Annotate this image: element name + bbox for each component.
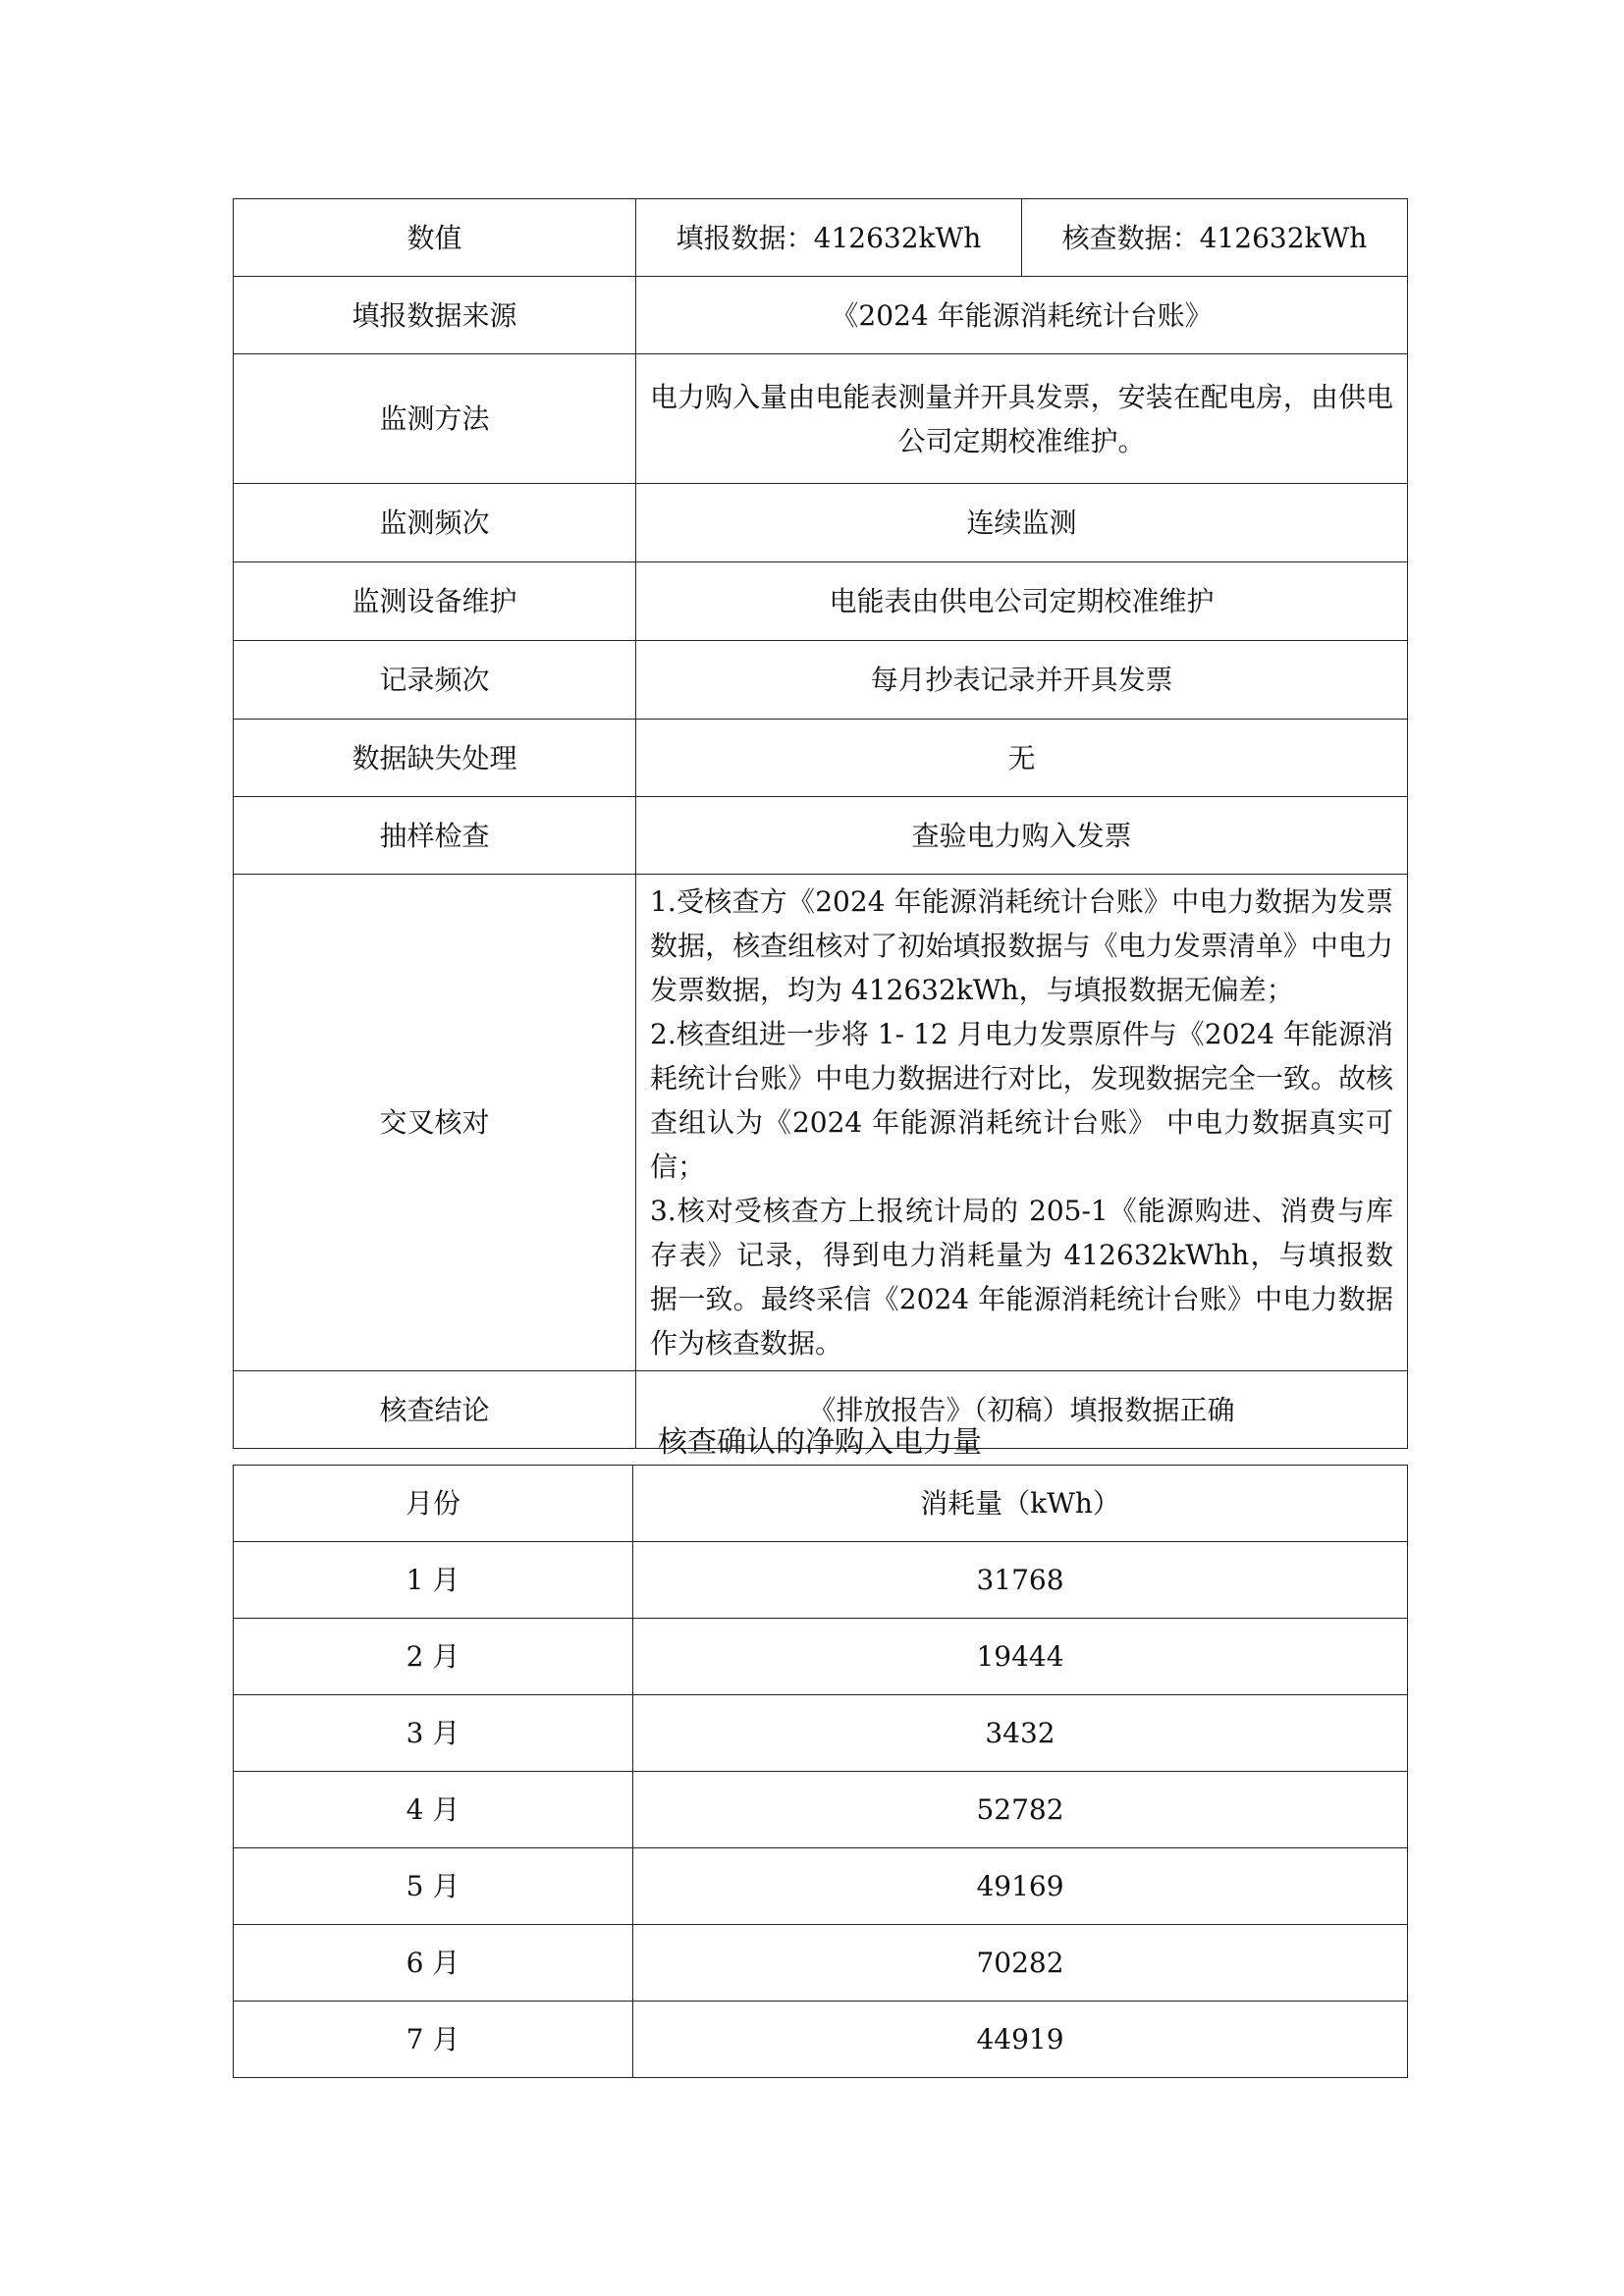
row-label: 监测方法 (234, 354, 636, 484)
table-row (234, 199, 1408, 277)
row-value: 连续监测 (636, 484, 1408, 562)
consumption-cell: 52782 (633, 1772, 1408, 1848)
table-row (234, 797, 1408, 875)
table-row (234, 277, 1408, 354)
row-label: 交叉核对 (234, 875, 636, 1371)
cross-check-cell (636, 875, 1408, 1371)
verified-value: 核查数据：412632kWh (1022, 199, 1408, 277)
table-row (234, 1925, 1408, 2002)
month-cell: 7 月 (234, 2002, 633, 2078)
cross-check-paragraph: 1.受核查方《2024 年能源消耗统计台账》中电力数据为发票数据，核查组核对了初始填报数据与《电力发票清单》中电力发票数据，均为 412632kWh，与填报数据无偏差； (650, 885, 1393, 1006)
monthly-consumption-table (233, 1465, 1408, 2078)
row-label: 数值 (234, 199, 636, 277)
table-row (234, 1619, 1408, 1695)
row-value: 电力购入量由电能表测量并开具发票，安装在配电房，由供电公司定期校准维护。 (636, 354, 1408, 484)
consumption-cell: 19444 (633, 1619, 1408, 1695)
table-row (234, 1542, 1408, 1619)
row-value: 《2024 年能源消耗统计台账》 (636, 277, 1408, 354)
month-cell: 2 月 (234, 1619, 633, 1695)
month-cell: 3 月 (234, 1695, 633, 1772)
month-cell: 4 月 (234, 1772, 633, 1848)
row-label: 监测频次 (234, 484, 636, 562)
table-row (234, 1695, 1408, 1772)
row-value: 电能表由供电公司定期校准维护 (636, 562, 1408, 641)
consumption-cell: 49169 (633, 1848, 1408, 1925)
table-header-row (234, 1466, 1408, 1542)
row-label: 填报数据来源 (234, 277, 636, 354)
row-value: 《排放报告》（初稿）填报数据正确 (636, 1371, 1408, 1449)
month-cell: 6 月 (234, 1925, 633, 2002)
table-row (234, 562, 1408, 641)
row-value: 每月抄表记录并开具发票 (636, 641, 1408, 720)
consumption-cell: 44919 (633, 2002, 1408, 2078)
table-row (234, 720, 1408, 797)
verification-table (233, 198, 1408, 1449)
table-row (234, 354, 1408, 484)
table-row (234, 875, 1408, 1371)
consumption-cell: 70282 (633, 1925, 1408, 2002)
table-row (234, 484, 1408, 562)
row-label: 核查结论 (234, 1371, 636, 1449)
consumption-header: 消耗量（kWh） (633, 1466, 1408, 1542)
row-label: 监测设备维护 (234, 562, 636, 641)
month-cell: 5 月 (234, 1848, 633, 1925)
row-label: 抽样检查 (234, 797, 636, 875)
month-header: 月份 (234, 1466, 633, 1542)
row-label: 记录频次 (234, 641, 636, 720)
row-value: 无 (636, 720, 1408, 797)
table-row (234, 1772, 1408, 1848)
consumption-cell: 3432 (633, 1695, 1408, 1772)
table-row (234, 641, 1408, 720)
cross-check-paragraph: 2.核查组进一步将 1- 12 月电力发票原件与《2024 年能源消耗统计台账》中电力数据进行对比，发现数据完全一致。故核查组认为《2024 年能源消耗统计台账》 中电力数据真实可信； (650, 1018, 1393, 1183)
table-row (234, 1848, 1408, 1925)
table-row (234, 2002, 1408, 2078)
row-label: 数据缺失处理 (234, 720, 636, 797)
consumption-cell: 31768 (633, 1542, 1408, 1619)
table-caption: 核查确认的净购入电力量 (658, 1425, 982, 1460)
month-cell: 1 月 (234, 1542, 633, 1619)
cross-check-paragraph: 3.核对受核查方上报统计局的 205-1《能源购进、消费与库存表》记录，得到电力消耗量为 412632kWhh，与填报数据一致。最终采信《2024 年能源消耗统计台账》中电力数据作为核查数据。 (650, 1195, 1393, 1360)
row-value: 查验电力购入发票 (636, 797, 1408, 875)
reported-value: 填报数据：412632kWh (636, 199, 1022, 277)
